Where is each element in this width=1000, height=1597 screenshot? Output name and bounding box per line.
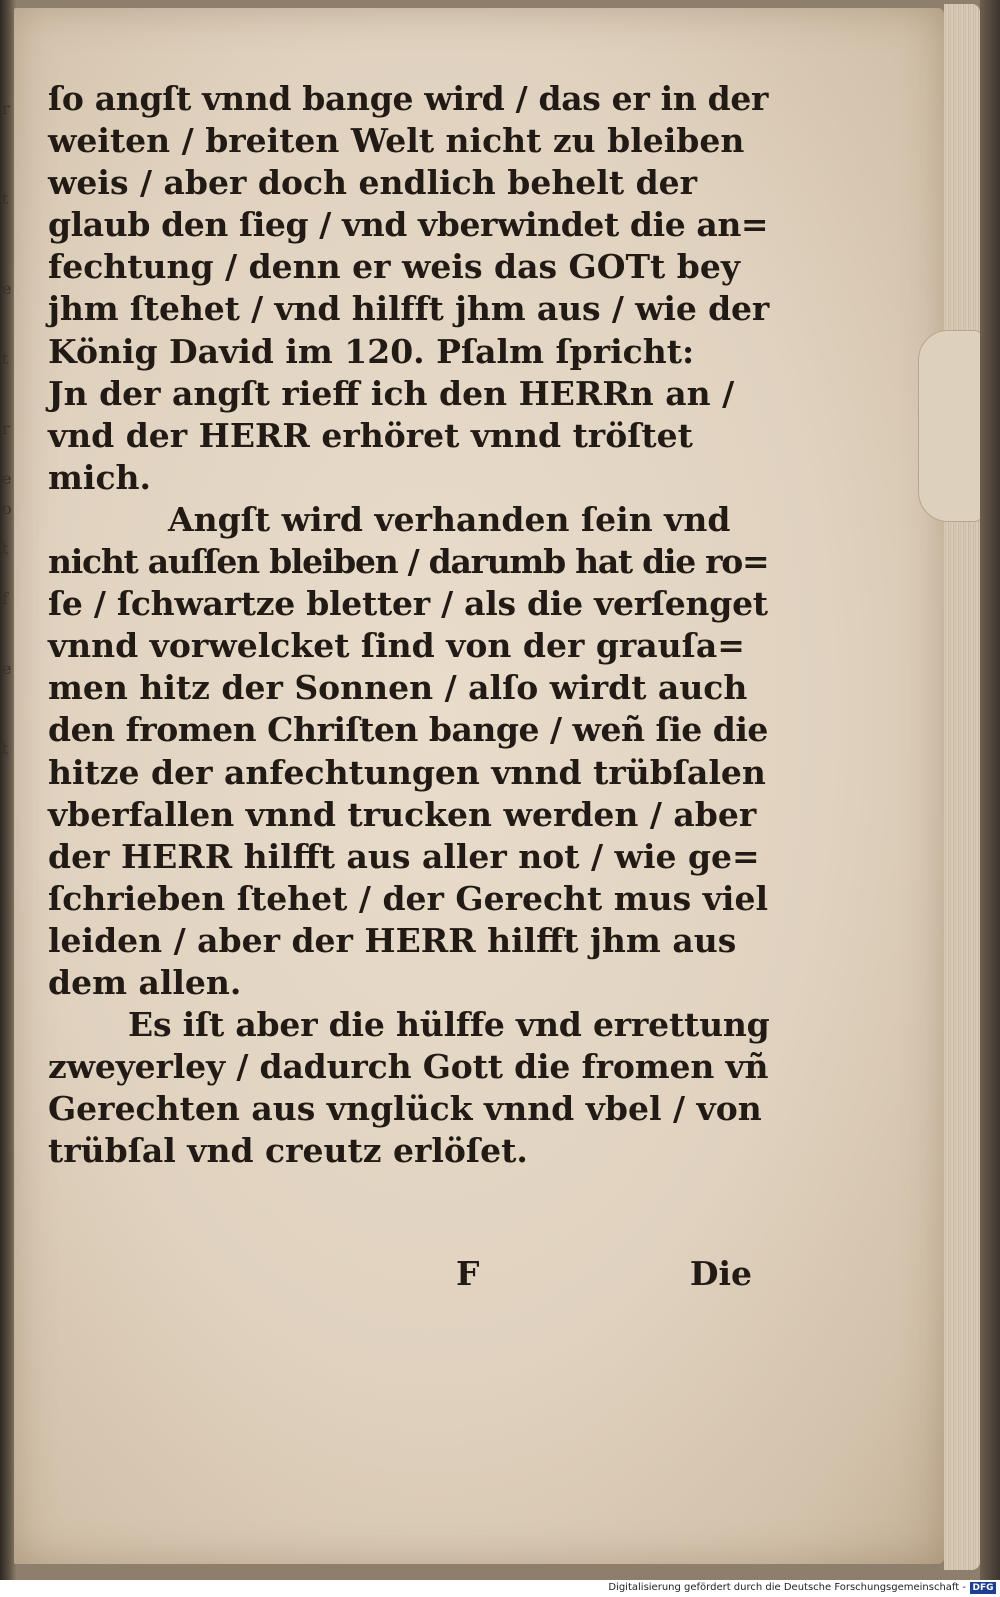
bleed-letter: t (2, 350, 9, 368)
text-line: ſe / ſchwartze bletter / als die verſenget (48, 584, 768, 624)
bleed-letter: e (2, 660, 12, 678)
text-line: dem allen. (48, 962, 242, 1002)
text-line: der HERR hilfft aus aller not / wie ge= (48, 836, 760, 876)
text-line: hitze der anfechtungen vnnd trübſalen (48, 752, 766, 792)
text-line: zweyerley / dadurch Gott die fromen vñ (48, 1047, 769, 1087)
bleed-letter: r (2, 100, 10, 118)
text-line: men hitz der Sonnen / alſo wirdt auch (48, 668, 748, 708)
book-cover-edge (980, 0, 1000, 1580)
text-line: weiten / breiten Welt nicht zu bleiben (48, 121, 745, 161)
dfg-logo: DFG (970, 1582, 996, 1594)
text-line: ſo angſt vnnd bange wird / das er in der (48, 79, 769, 118)
bleed-letter: e (2, 470, 12, 488)
page-edges (944, 4, 980, 1570)
text-line: weis / aber doch endlich behelt der (48, 163, 698, 203)
text-line: Jn der angſt rieff ich den HERRn an / (48, 373, 735, 413)
paragraph-start-line: Angſt wird verhanden ſein vnd (168, 499, 731, 539)
page-foot (440, 1254, 760, 1302)
text-line: vnd der HERR erhöret vnnd tröſtet (48, 415, 693, 455)
signature-mark: F (456, 1254, 480, 1293)
left-margin-bleed (0, 0, 14, 1580)
catchword: Die (689, 1254, 752, 1293)
digitization-footer (0, 1580, 1000, 1597)
text-line: nicht auſſen bleiben / darumb hat die ro= (48, 542, 769, 582)
text-line: mich. (48, 457, 152, 497)
text-line: jhm ſtehet / vnd hilfft jhm aus / wie der (48, 289, 770, 329)
bleed-letter: t (2, 540, 9, 558)
text-line: vberfallen vnnd trucken werden / aber (48, 794, 757, 834)
text-line: fechtung / denn er weis das GOTt bey (48, 247, 741, 287)
text-line: glaub den ſieg / vnd vberwindet die an= (48, 205, 769, 245)
text-line: leiden / aber der HERR hilfft jhm aus (48, 920, 737, 960)
bleed-letter: f (2, 590, 8, 608)
text-line: König David im 120. Pſalm ſpricht: (48, 331, 695, 371)
bleed-letter: t (2, 740, 9, 758)
page-tab (918, 330, 984, 522)
text-line: Gerechten aus vnglück vnnd vbel / von (48, 1089, 762, 1129)
bleed-letter: t (2, 190, 9, 208)
body-text (48, 78, 768, 1172)
text-line: den fromen Chriſten bange / weñ ſie die (48, 710, 768, 750)
paragraph-start-line: Es iſt aber die hülffe vnd errettung (128, 1005, 770, 1045)
text-line: vnnd vorwelcket ſind von der grauſa= (48, 626, 745, 666)
footer-credit: Digitalisierung gefördert durch die Deutsche Forschungsgemeinschaft - (608, 1582, 966, 1593)
bleed-letter: e (2, 280, 12, 298)
text-line: ſchrieben ſtehet / der Gerecht mus viel (48, 878, 768, 918)
bleed-letter: o (2, 500, 12, 518)
bleed-letter: r (2, 420, 10, 438)
text-line: trübſal vnd creutz erlöſet. (48, 1131, 528, 1171)
